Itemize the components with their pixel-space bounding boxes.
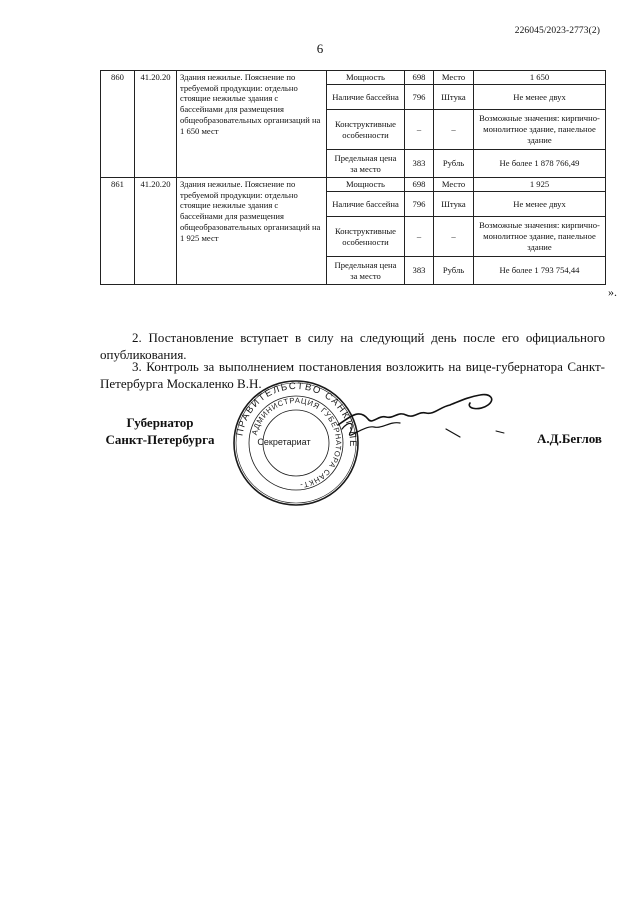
unit: Штука: [434, 85, 474, 110]
row-number: 860: [101, 71, 135, 178]
okei-code: –: [405, 217, 434, 257]
unit: Рубль: [434, 257, 474, 285]
characteristic-value: 1 650: [474, 71, 606, 85]
characteristic-value: Не более 1 878 766,49: [474, 150, 606, 178]
seal-outer-text: ПРАВИТЕЛЬСТВО САНКТ-ПЕ: [234, 380, 359, 449]
okei-code: 796: [405, 85, 434, 110]
signatory-name: А.Д.Беглов: [537, 431, 602, 446]
document-id: 226045/2023-2773(2): [514, 26, 600, 36]
okei-code: 383: [405, 257, 434, 285]
product-description: Здания нежилые. Пояснение по требуемой продукции: отдельно стоящие нежилые здания с бассейнами для размещения общеобразовательных организаций на 1 650 мест: [177, 71, 327, 178]
characteristic-name: Конструктивные особенности: [327, 217, 405, 257]
paragraph-entry-into-force: 2. Постановление вступает в силу на следующий день после его официального опубликования.: [100, 330, 605, 362]
table-row: [101, 71, 606, 85]
characteristic-name: Конструктивные особенности: [327, 110, 405, 150]
characteristic-value: 1 925: [474, 178, 606, 192]
okei-code: 698: [405, 178, 434, 192]
product-description: Здания нежилые. Пояснение по требуемой продукции: отдельно стоящие нежилые здания с бассейнами для размещения общеобразовательных организаций на 1 925 мест: [177, 178, 327, 285]
seal-inner-text: АДМИНИСТРАЦИЯ ГУБЕРНАТОРА САНКТ-: [249, 395, 344, 490]
okei-code: 698: [405, 71, 434, 85]
row-number: 861: [101, 178, 135, 285]
unit: –: [434, 110, 474, 150]
characteristic-name: Мощность: [327, 178, 405, 192]
characteristic-name: Предельная цена за место: [327, 257, 405, 285]
okpd-code: 41.20.20: [135, 71, 177, 178]
paragraph-control: 3. Контроль за выполнением постановления возложить на вице-губернатора Санкт-Петербурга Москаленко В.Н.: [100, 359, 605, 391]
characteristic-name: Предельная цена за место: [327, 150, 405, 178]
unit: –: [434, 217, 474, 257]
signatory-title-line2: Санкт-Петербурга: [105, 432, 215, 447]
okpd-code: 41.20.20: [135, 178, 177, 285]
table-row: [101, 178, 606, 192]
characteristic-value: Не менее двух: [474, 192, 606, 217]
characteristic-value: Возможные значения: кирпично-монолитное здание, панельное здание: [474, 217, 606, 257]
signatory-title-line1: Губернатор: [126, 415, 194, 430]
characteristic-name: Мощность: [327, 71, 405, 85]
characteristic-value: Не более 1 793 754,44: [474, 257, 606, 285]
handwritten-signature: [290, 385, 510, 455]
unit: Место: [434, 71, 474, 85]
characteristic-name: Наличие бассейна: [327, 85, 405, 110]
unit: Штука: [434, 192, 474, 217]
characteristic-name: Наличие бассейна: [327, 192, 405, 217]
characteristic-value: Возможные значения: кирпично-монолитное здание, панельное здание: [474, 110, 606, 150]
products-table: [100, 70, 606, 285]
unit: Место: [434, 178, 474, 192]
signatory-title: [100, 414, 220, 448]
okei-code: 796: [405, 192, 434, 217]
closing-quote: ».: [608, 285, 617, 299]
page-number: 6: [316, 41, 324, 56]
okei-code: 383: [405, 150, 434, 178]
okei-code: –: [405, 110, 434, 150]
characteristic-value: Не менее двух: [474, 85, 606, 110]
seal-center-text: Секретариат: [257, 437, 311, 447]
unit: Рубль: [434, 150, 474, 178]
